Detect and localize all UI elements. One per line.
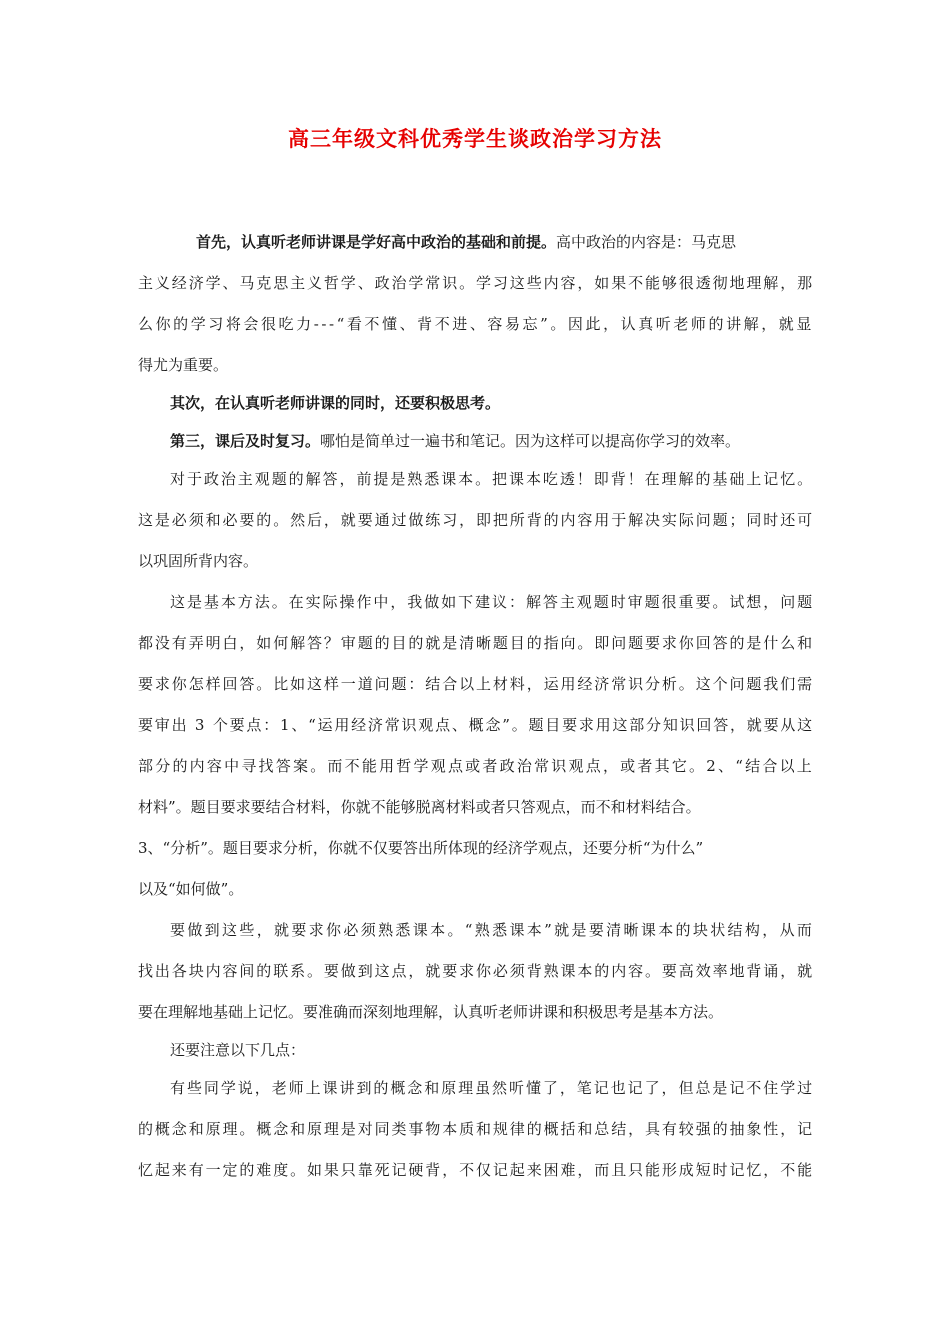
body-text: 3、“分析”。题目要求分析，你就不仅要答出所体现的经济学观点，还要分析“为什么” bbox=[138, 839, 704, 857]
body-line bbox=[138, 312, 816, 336]
body-text: 忆起来有一定的难度。如果只靠死记硬背，不仅记起来困难，而且只能形成短时记忆，不能 bbox=[138, 1161, 815, 1179]
body-line bbox=[138, 1000, 816, 1024]
body-line bbox=[138, 713, 816, 737]
body-text: 这是基本方法。在实际操作中，我做如下建议：解答主观题时审题很重要。试想，问题 bbox=[170, 593, 815, 611]
body-text: 要做到这些，就要求你必须熟悉课本。“熟悉课本”就是要清晰课本的块状结构，从而 bbox=[170, 921, 815, 939]
body-line bbox=[138, 959, 816, 983]
body-line bbox=[138, 918, 816, 942]
body-line bbox=[138, 754, 816, 778]
body-text: 材料”。题目要求要结合材料，你就不能够脱离材料或者只答观点，而不和材料结合。 bbox=[138, 798, 701, 816]
body-text: 要在理解地基础上记忆。要准确而深刻地理解，认真听老师讲课和积极思考是基本方法。 bbox=[138, 1003, 724, 1021]
document-body bbox=[138, 230, 816, 1182]
body-text: 主义经济学、马克思主义哲学、政治学常识。学习这些内容，如果不能够很透彻地理解，那 bbox=[138, 274, 815, 292]
body-text: 找出各块内容间的联系。要做到这点，就要求你必须背熟课本的内容。要高效率地背诵，就 bbox=[138, 962, 815, 980]
body-line bbox=[138, 877, 816, 901]
body-text: 这是必须和必要的。然后，就要通过做练习，即把所背的内容用于解决实际问题；同时还可 bbox=[138, 511, 815, 529]
body-line bbox=[138, 1117, 816, 1141]
body-text: 要审出 3 个要点：1、“运用经济常识观点、概念”。题目要求用这部分知识回答，就要从这 bbox=[138, 716, 814, 734]
body-line bbox=[138, 271, 816, 295]
body-line bbox=[138, 391, 816, 415]
body-text: 得尤为重要。 bbox=[138, 356, 229, 374]
body-line bbox=[138, 549, 816, 573]
body-line bbox=[138, 795, 816, 819]
body-line bbox=[138, 467, 816, 491]
document-title: 高三年级文科优秀学生谈政治学习方法 bbox=[288, 127, 662, 151]
body-text: 对于政治主观题的解答，前提是熟悉课本。把课本吃透！即背！在理解的基础上记忆。 bbox=[170, 470, 815, 488]
body-text: 部分的内容中寻找答案。而不能用哲学观点或者政治常识观点，或者其它。2、“结合以上 bbox=[138, 757, 815, 775]
body-line bbox=[138, 1076, 816, 1100]
bold-lead-text: 首先，认真听老师讲课是学好高中政治的基础和前提。 bbox=[196, 233, 557, 251]
body-text: 高中政治的内容是：马克思 bbox=[556, 233, 737, 251]
body-text: 以及“如何做”。 bbox=[138, 880, 244, 898]
body-text: 还要注意以下几点： bbox=[170, 1041, 306, 1059]
body-line bbox=[138, 836, 816, 860]
bold-lead-text: 其次，在认真听老师讲课的同时，还要积极思考。 bbox=[170, 394, 501, 412]
body-line bbox=[138, 590, 816, 614]
body-text: 么你的学习将会很吃力---“看不懂、背不进、容易忘”。因此，认真听老师的讲解，就显 bbox=[138, 315, 814, 333]
body-line bbox=[138, 631, 816, 655]
body-line bbox=[138, 672, 816, 696]
body-line bbox=[138, 1038, 816, 1062]
body-text: 以巩固所背内容。 bbox=[138, 552, 259, 570]
body-line bbox=[138, 230, 816, 254]
body-line bbox=[138, 1158, 816, 1182]
body-text: 都没有弄明白，如何解答？审题的目的就是清晰题目的指向。即问题要求你回答的是什么和 bbox=[138, 634, 815, 652]
body-text: 有些同学说，老师上课讲到的概念和原理虽然听懂了，笔记也记了，但总是记不住学过 bbox=[170, 1079, 815, 1097]
body-text: 要求你怎样回答。比如这样一道问题：结合以上材料，运用经济常识分析。这个问题我们需 bbox=[138, 675, 815, 693]
body-text: 哪怕是简单过一遍书和笔记。因为这样可以提高你学习的效率。 bbox=[320, 432, 741, 450]
body-line bbox=[138, 429, 816, 453]
body-line bbox=[138, 508, 816, 532]
body-line bbox=[138, 353, 816, 377]
bold-lead-text: 第三，课后及时复习。 bbox=[170, 432, 321, 450]
body-text: 的概念和原理。概念和原理是对同类事物本质和规律的概括和总结，具有较强的抽象性，记 bbox=[138, 1120, 815, 1138]
